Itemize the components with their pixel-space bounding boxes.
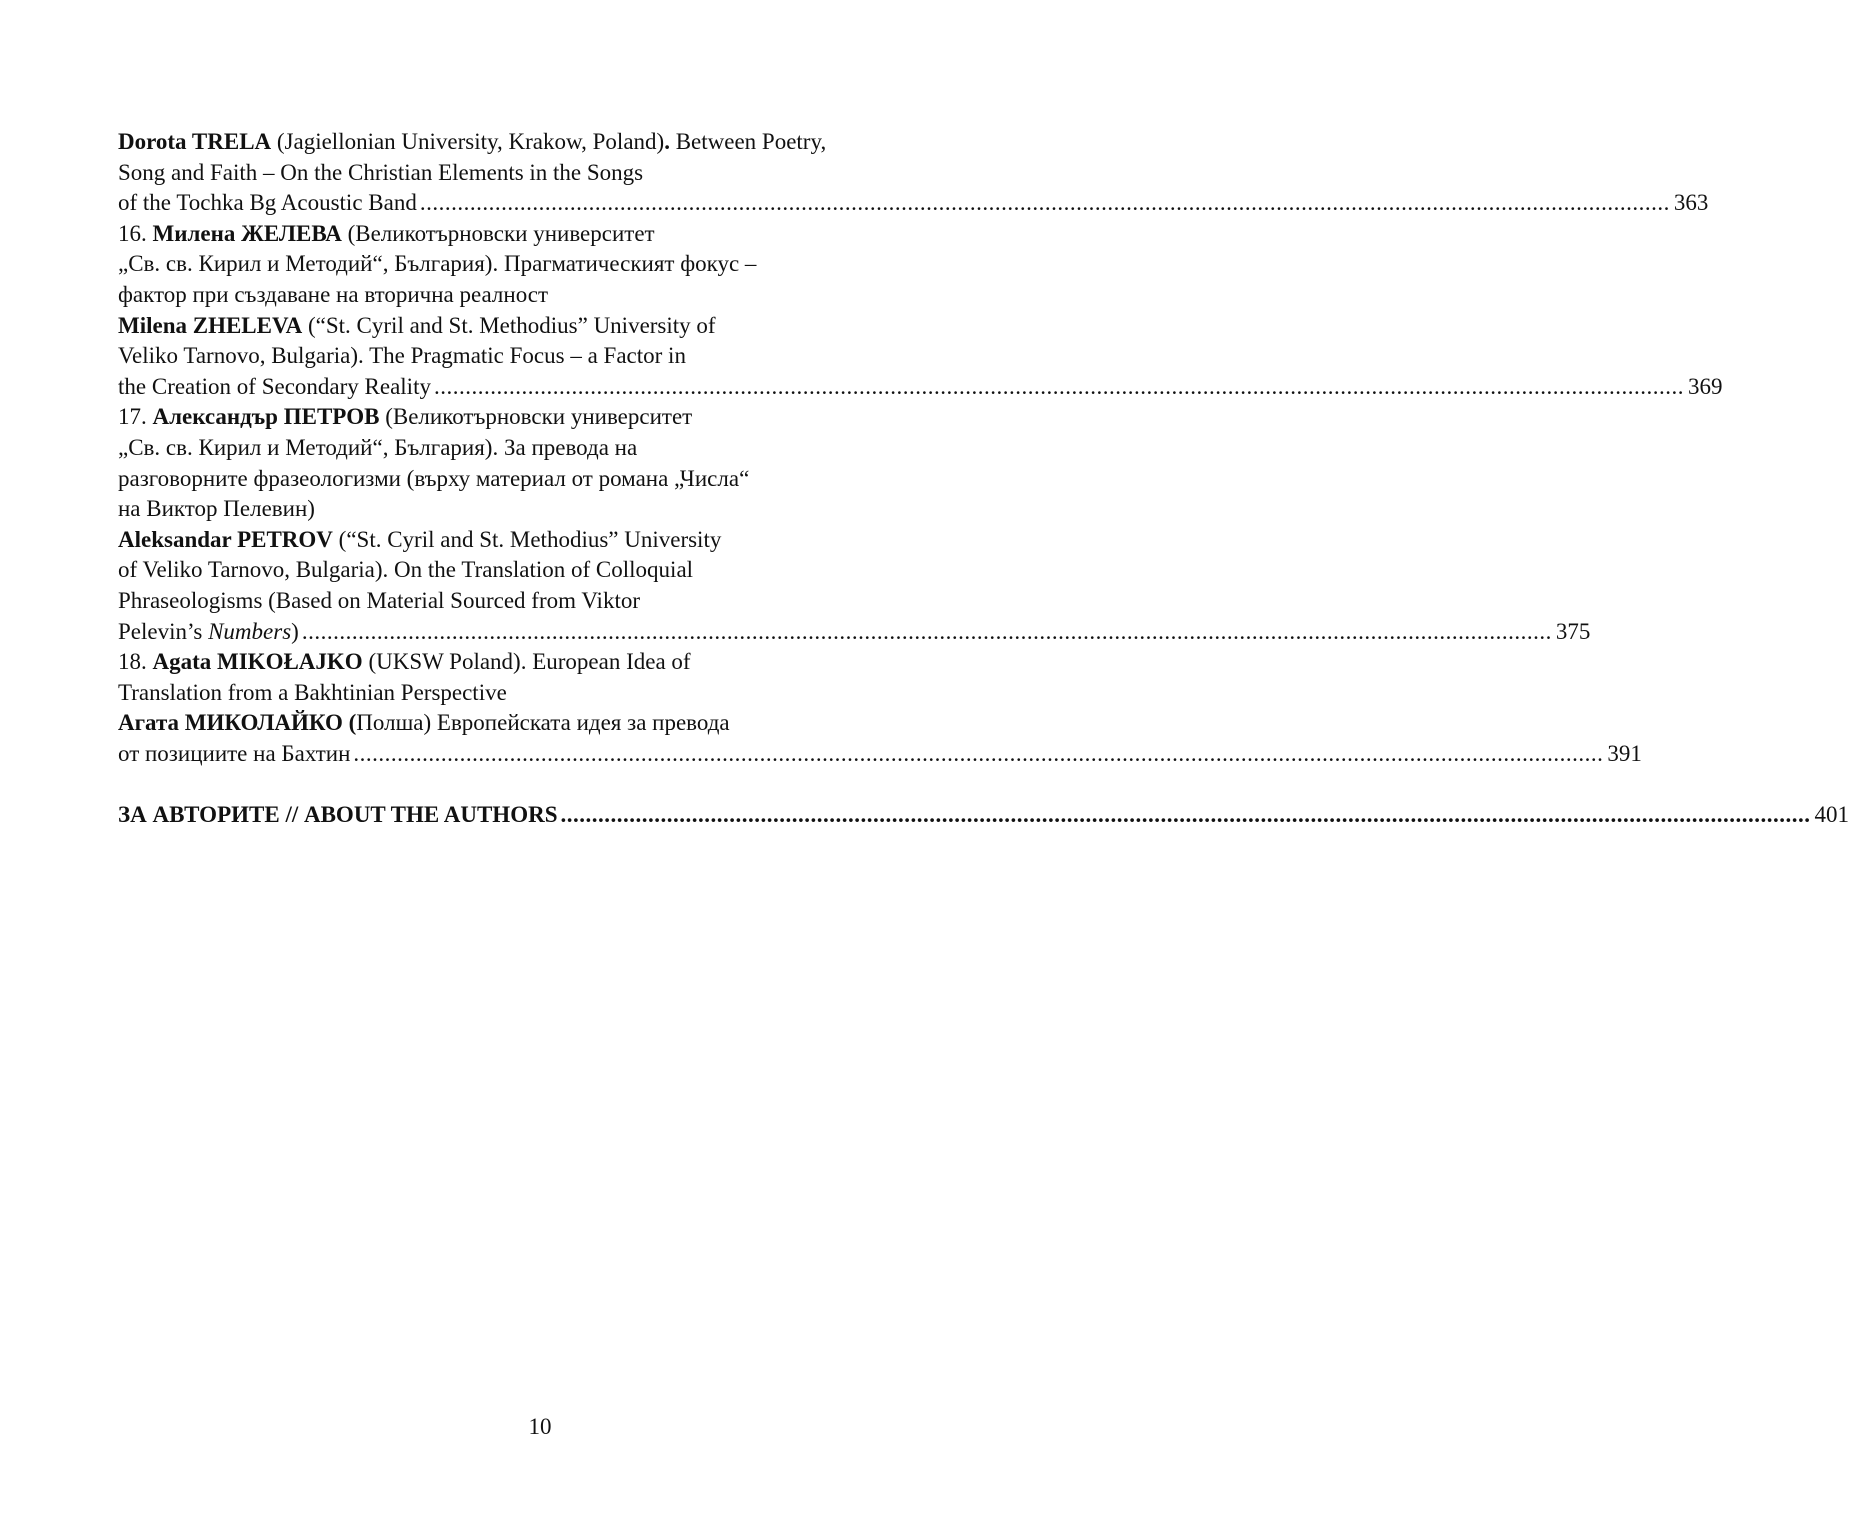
dot-leader: ........................................................................................................................................................................................................ bbox=[353, 740, 1604, 766]
author-name: Александър ПЕТРОВ bbox=[152, 404, 380, 430]
entry-title: Veliko Tarnovo, Bulgaria). The Pragmatic Focus – a Factor in bbox=[118, 343, 686, 369]
entry-title: разговорните фразеологизми (върху материал от романа „Числа“ bbox=[118, 465, 750, 491]
author-affiliation: (UKSW Poland). European Idea of bbox=[362, 649, 691, 675]
table-of-contents bbox=[118, 127, 1849, 831]
entry-title: of Veliko Tarnovo, Bulgaria). On the Translation of Colloquial bbox=[118, 557, 694, 583]
title-part: Pelevin’s bbox=[118, 618, 209, 644]
toc-entry-line bbox=[118, 158, 930, 189]
toc-entry-line bbox=[118, 311, 930, 342]
toc-entry-line: Dorota TRELA (Jagiellonian University, Krakow, Poland). Between Poetry, bbox=[118, 129, 827, 154]
entry-number: 17. bbox=[118, 404, 153, 430]
toc-entry-line bbox=[118, 219, 930, 250]
toc-entry-line bbox=[118, 555, 930, 586]
toc-entry-line bbox=[118, 433, 930, 464]
entry-title: „Св. св. Кирил и Методий“, България). За превода на bbox=[118, 434, 638, 460]
author-affiliation: (“St. Cyril and St. Methodius” University bbox=[332, 526, 722, 552]
entry-number: 18. bbox=[118, 649, 153, 675]
entry-title: от позициите на Бахтин bbox=[118, 740, 351, 766]
entry-title bbox=[118, 617, 299, 648]
entry-title: „Св. св. Кирил и Методий“, България). Прагматическият фокус – bbox=[118, 251, 757, 277]
author-name: Agata MIKOŁAJKO bbox=[152, 649, 363, 675]
toc-leader-line bbox=[118, 188, 1709, 219]
section-spacer bbox=[118, 769, 930, 800]
page-ref: 401 bbox=[1814, 802, 1849, 828]
entry-title: на Виктор Пелевин) bbox=[118, 496, 315, 522]
author-name: Milena ZHELEVA bbox=[118, 312, 303, 338]
author-affiliation: (Великотърновски университет bbox=[341, 220, 655, 246]
title-part: ) bbox=[291, 618, 299, 644]
dot-leader: ........................................................................................................................................................................................................ bbox=[419, 190, 1670, 216]
entry-title: фактор при създаване на вторична реалност bbox=[118, 281, 549, 307]
toc-entry-line bbox=[118, 525, 930, 556]
entry-title: Phraseologisms (Based on Material Sourced from Viktor bbox=[118, 587, 640, 613]
toc-leader-line bbox=[118, 739, 1642, 770]
author-name: Aleksandar PETROV bbox=[118, 526, 333, 552]
toc-entry-line bbox=[118, 280, 930, 311]
about-authors-label: ЗА АВТОРИТЕ // ABOUT THE AUTHORS bbox=[118, 802, 558, 828]
entry-number: 16. bbox=[118, 220, 153, 246]
author-affiliation: (Jagiellonian University, Krakow, Poland) bbox=[271, 129, 665, 154]
toc-entry-line bbox=[118, 586, 930, 617]
entry-title: the Creation of Secondary Reality bbox=[118, 373, 431, 399]
page-number: 10 bbox=[528, 1414, 552, 1439]
italic-book-title: Numbers bbox=[208, 618, 292, 644]
dot-leader: ........................................................................................................................................................................................................ bbox=[560, 802, 1811, 828]
page-ref: 363 bbox=[1673, 190, 1709, 216]
toc-entry-line bbox=[118, 647, 930, 678]
author-affiliation: (Великотърновски университет bbox=[379, 404, 693, 430]
toc-entry-line bbox=[118, 402, 930, 433]
toc-entry-line bbox=[118, 678, 930, 709]
page-ref: 391 bbox=[1607, 740, 1642, 766]
author-name: Милена ЖЕЛЕВА bbox=[152, 220, 342, 246]
toc-leader-line bbox=[118, 617, 1591, 648]
dot-leader: ........................................................................................................................................................................................................ bbox=[433, 373, 1684, 399]
entry-title: Song and Faith – On the Christian Elements in the Songs bbox=[118, 159, 644, 185]
toc-entry-line bbox=[118, 341, 930, 372]
page-ref: 375 bbox=[1555, 618, 1591, 644]
about-authors-entry bbox=[118, 800, 1849, 831]
dot-leader: ........................................................................................................................................................................................................ bbox=[301, 618, 1552, 644]
author-affiliation: (“St. Cyril and St. Methodius” University of bbox=[302, 312, 716, 338]
entry-title: Between Poetry, bbox=[675, 129, 827, 154]
entry-title: of the Tochka Bg Acoustic Band bbox=[118, 190, 417, 216]
author-name: Dorota TRELA bbox=[118, 129, 272, 154]
toc-entry-line bbox=[118, 464, 930, 495]
page-ref: 369 bbox=[1687, 373, 1723, 399]
toc-leader-line bbox=[118, 372, 1723, 403]
toc-entry-line bbox=[118, 494, 930, 525]
toc-entry-line bbox=[118, 708, 930, 739]
entry-title: Translation from a Bakhtinian Perspective bbox=[118, 679, 507, 705]
author-name: Агата МИКОЛАЙКО ( bbox=[118, 710, 357, 736]
toc-entry-line bbox=[118, 249, 930, 280]
author-affiliation: Полша) Европейската идея за превода bbox=[356, 710, 730, 736]
